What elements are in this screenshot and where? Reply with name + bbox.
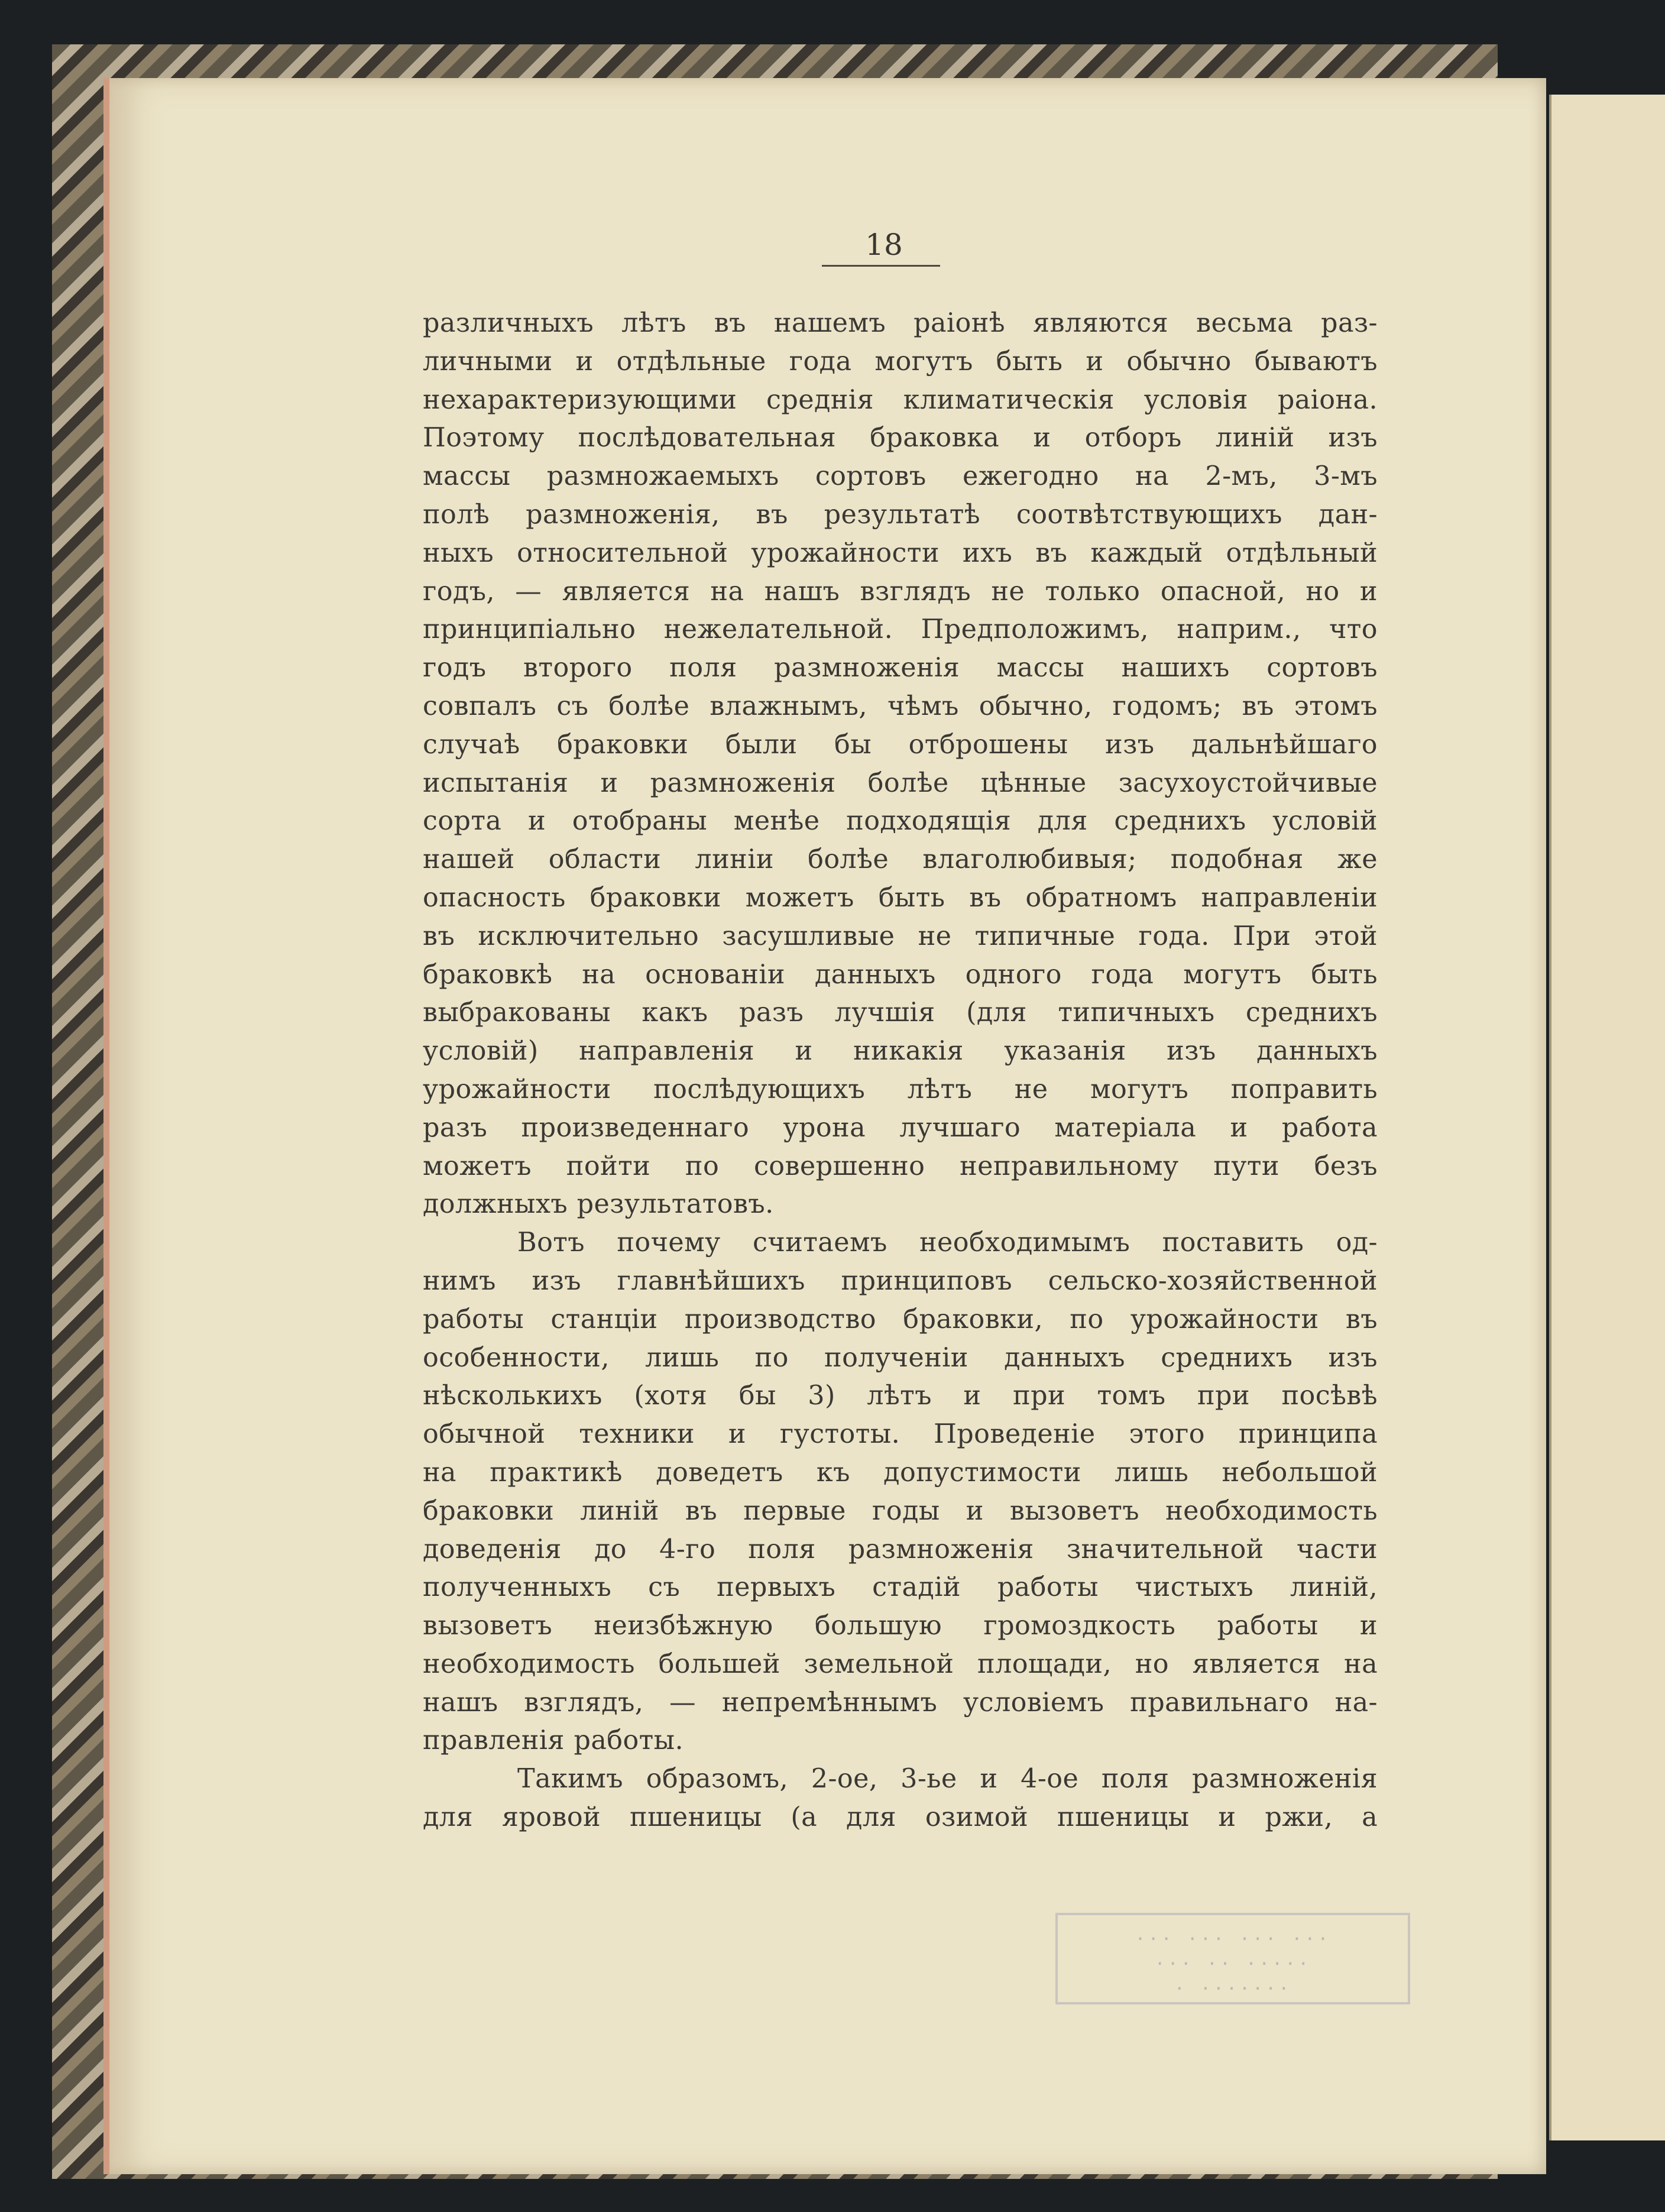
text-line: совпалъ съ болѣе влажнымъ, чѣмъ обычно, годомъ; въ этомъ: [423, 691, 1378, 721]
text-line: правленія работы.: [423, 1725, 684, 1756]
text-line: испытанія и размноженія болѣе цѣнные засухоустойчивые: [423, 767, 1378, 798]
text-line: браковкѣ на основаніи данныхъ одного года могутъ быть: [423, 959, 1378, 990]
text-line: на практикѣ доведетъ къ допустимости лишь небольшой: [423, 1457, 1378, 1488]
text-line: годъ, — является на нашъ взглядъ не только опасной, но и: [423, 576, 1378, 607]
text-line: урожайности послѣдующихъ лѣтъ не могутъ поправить: [423, 1074, 1378, 1105]
text-line: особенности, лишь по полученіи данныхъ среднихъ изъ: [423, 1342, 1378, 1373]
page-number-rule: [822, 265, 940, 267]
text-line: Поэтому послѣдовательная браковка и отборъ линій изъ: [423, 423, 1378, 454]
text-line: для яровой пшеницы (а для озимой пшеницы и ржи, а: [423, 1802, 1378, 1833]
text-line: въ исключительно засушливые не типичные года. При этой: [423, 921, 1378, 951]
text-line: сорта и отобраны менѣе подходящія для среднихъ условій: [423, 806, 1378, 837]
text-line: выбракованы какъ разъ лучшія (для типичныхъ среднихъ: [423, 997, 1378, 1028]
text-line: нашъ взглядъ, — непремѣннымъ условіемъ правильнаго на-: [423, 1687, 1378, 1718]
text-line: нашей области линіи болѣе влаголюбивыя; подобная же: [423, 844, 1378, 875]
text-line: нимъ изъ главнѣйшихъ принциповъ сельско-хозяйственной: [423, 1265, 1378, 1296]
text-line: опасность браковки можетъ быть въ обратномъ направленіи: [423, 882, 1378, 913]
stamp-line: . .......: [1174, 1974, 1292, 1994]
text-line: годъ второго поля размноженія массы нашихъ сортовъ: [423, 653, 1378, 684]
text-line: нехарактеризующими среднія климатическія условія раіона.: [423, 384, 1378, 415]
text-line: вызоветъ неизбѣжную большую громоздкость работы и: [423, 1611, 1378, 1641]
text-line: условій) направленія и никакія указанія изъ данныхъ: [423, 1036, 1378, 1067]
text-line: разъ произведеннаго урона лучшаго матеріала и работа: [423, 1112, 1378, 1143]
text-line: должныхъ результатовъ.: [423, 1189, 774, 1220]
text-line: принципіально нежелательной. Предположимъ, наприм., что: [423, 614, 1378, 645]
library-stamp: [1055, 1913, 1410, 2004]
text-line: Вотъ почему считаемъ необходимымъ поставить од-: [517, 1228, 1378, 1258]
text-line: случаѣ браковки были бы отброшены изъ дальнѣйшаго: [423, 729, 1378, 760]
text-line: ныхъ относительной урожайности ихъ въ каждый отдѣльный: [423, 537, 1378, 568]
text-line: доведенія до 4-го поля размноженія значительной части: [423, 1534, 1378, 1565]
text-line: полѣ размноженія, въ результатѣ соотвѣтствующихъ дан-: [423, 499, 1378, 530]
text-line: необходимость большей земельной площади, но является на: [423, 1649, 1378, 1679]
stamp-line: ... ... ... ...: [1135, 1924, 1331, 1945]
facing-page-edge: [1549, 95, 1665, 2140]
text-line: браковки линій въ первые годы и вызоветъ необходимость: [423, 1495, 1378, 1526]
text-line: Такимъ образомъ, 2-ое, 3-ье и 4-ое поля размноженія: [517, 1764, 1378, 1795]
text-line: обычной техники и густоты. Проведеніе этого принципа: [423, 1419, 1378, 1450]
page-number: 18: [865, 228, 903, 262]
text-line: полученныхъ съ первыхъ стадій работы чистыхъ линій,: [423, 1572, 1378, 1603]
text-line: нѣсколькихъ (хотя бы 3) лѣтъ и при томъ при посѣвѣ: [423, 1381, 1378, 1411]
text-line: можетъ пойти по совершенно неправильному пути безъ: [423, 1151, 1378, 1181]
text-line: работы станціи производство браковки, по урожайности въ: [423, 1304, 1378, 1335]
text-line: массы размножаемыхъ сортовъ ежегодно на 2-мъ, 3-мъ: [423, 461, 1378, 492]
stamp-line: ... .. .....: [1154, 1949, 1311, 1970]
text-line: личными и отдѣльные года могутъ быть и обычно бываютъ: [423, 346, 1378, 377]
text-line: различныхъ лѣтъ въ нашемъ раіонѣ являются весьма раз-: [423, 308, 1378, 338]
body-text: [423, 305, 1378, 1837]
